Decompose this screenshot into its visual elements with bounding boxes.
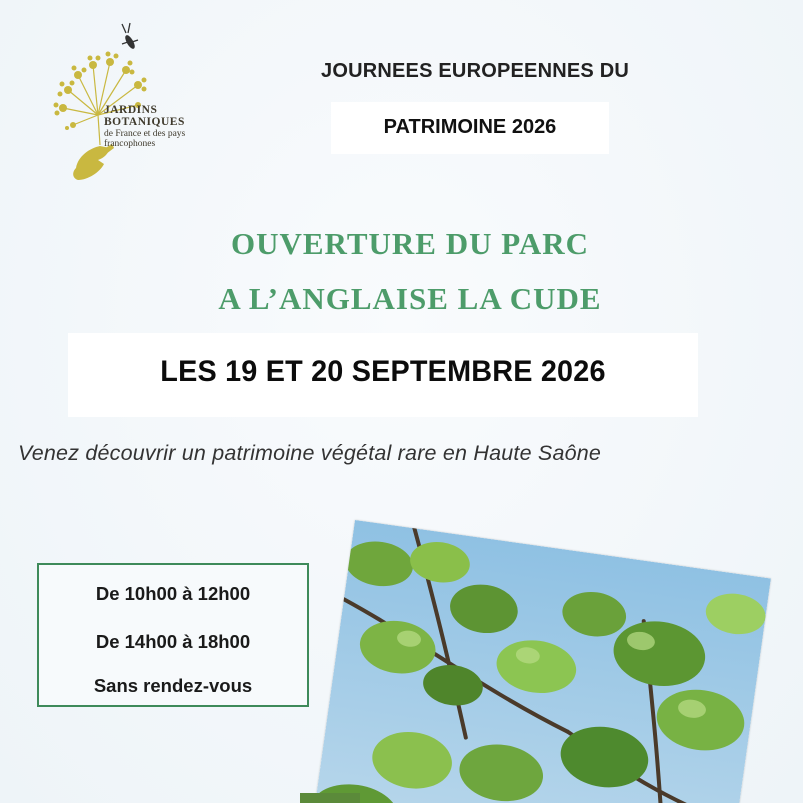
- event-date: LES 19 ET 20 SEPTEMBRE 2026: [160, 355, 606, 388]
- no-appointment-note: Sans rendez-vous: [93, 675, 253, 696]
- logo-text: [104, 104, 185, 150]
- event-header-line-2: PATRIMOINE 2026: [383, 116, 557, 138]
- hours-afternoon: De 14h00 à 18h00: [95, 631, 251, 652]
- main-title-line-2: A L’ANGLAISE LA CUDE: [218, 281, 602, 316]
- logo-line-4: francophones: [104, 139, 156, 150]
- leafy-tree-branch-photo: [309, 520, 771, 803]
- event-header-line-1: JOURNEES EUROPEENNES DU: [321, 60, 629, 82]
- main-title-line-1: OUVERTURE DU PARC: [230, 226, 590, 261]
- logo-line-2: BOTANIQUES: [104, 116, 185, 129]
- logo-line-1: JARDINS: [104, 104, 158, 116]
- jardins-botaniques-logo: [38, 20, 208, 195]
- hours-morning: De 10h00 à 12h00: [95, 583, 251, 604]
- tagline: Venez découvrir un patrimoine végétal rare en Haute Saône: [18, 441, 602, 465]
- logo-line-3: de France et des pays: [104, 129, 186, 140]
- photo-fragment: [300, 793, 360, 803]
- opening-hours-box: [37, 563, 309, 707]
